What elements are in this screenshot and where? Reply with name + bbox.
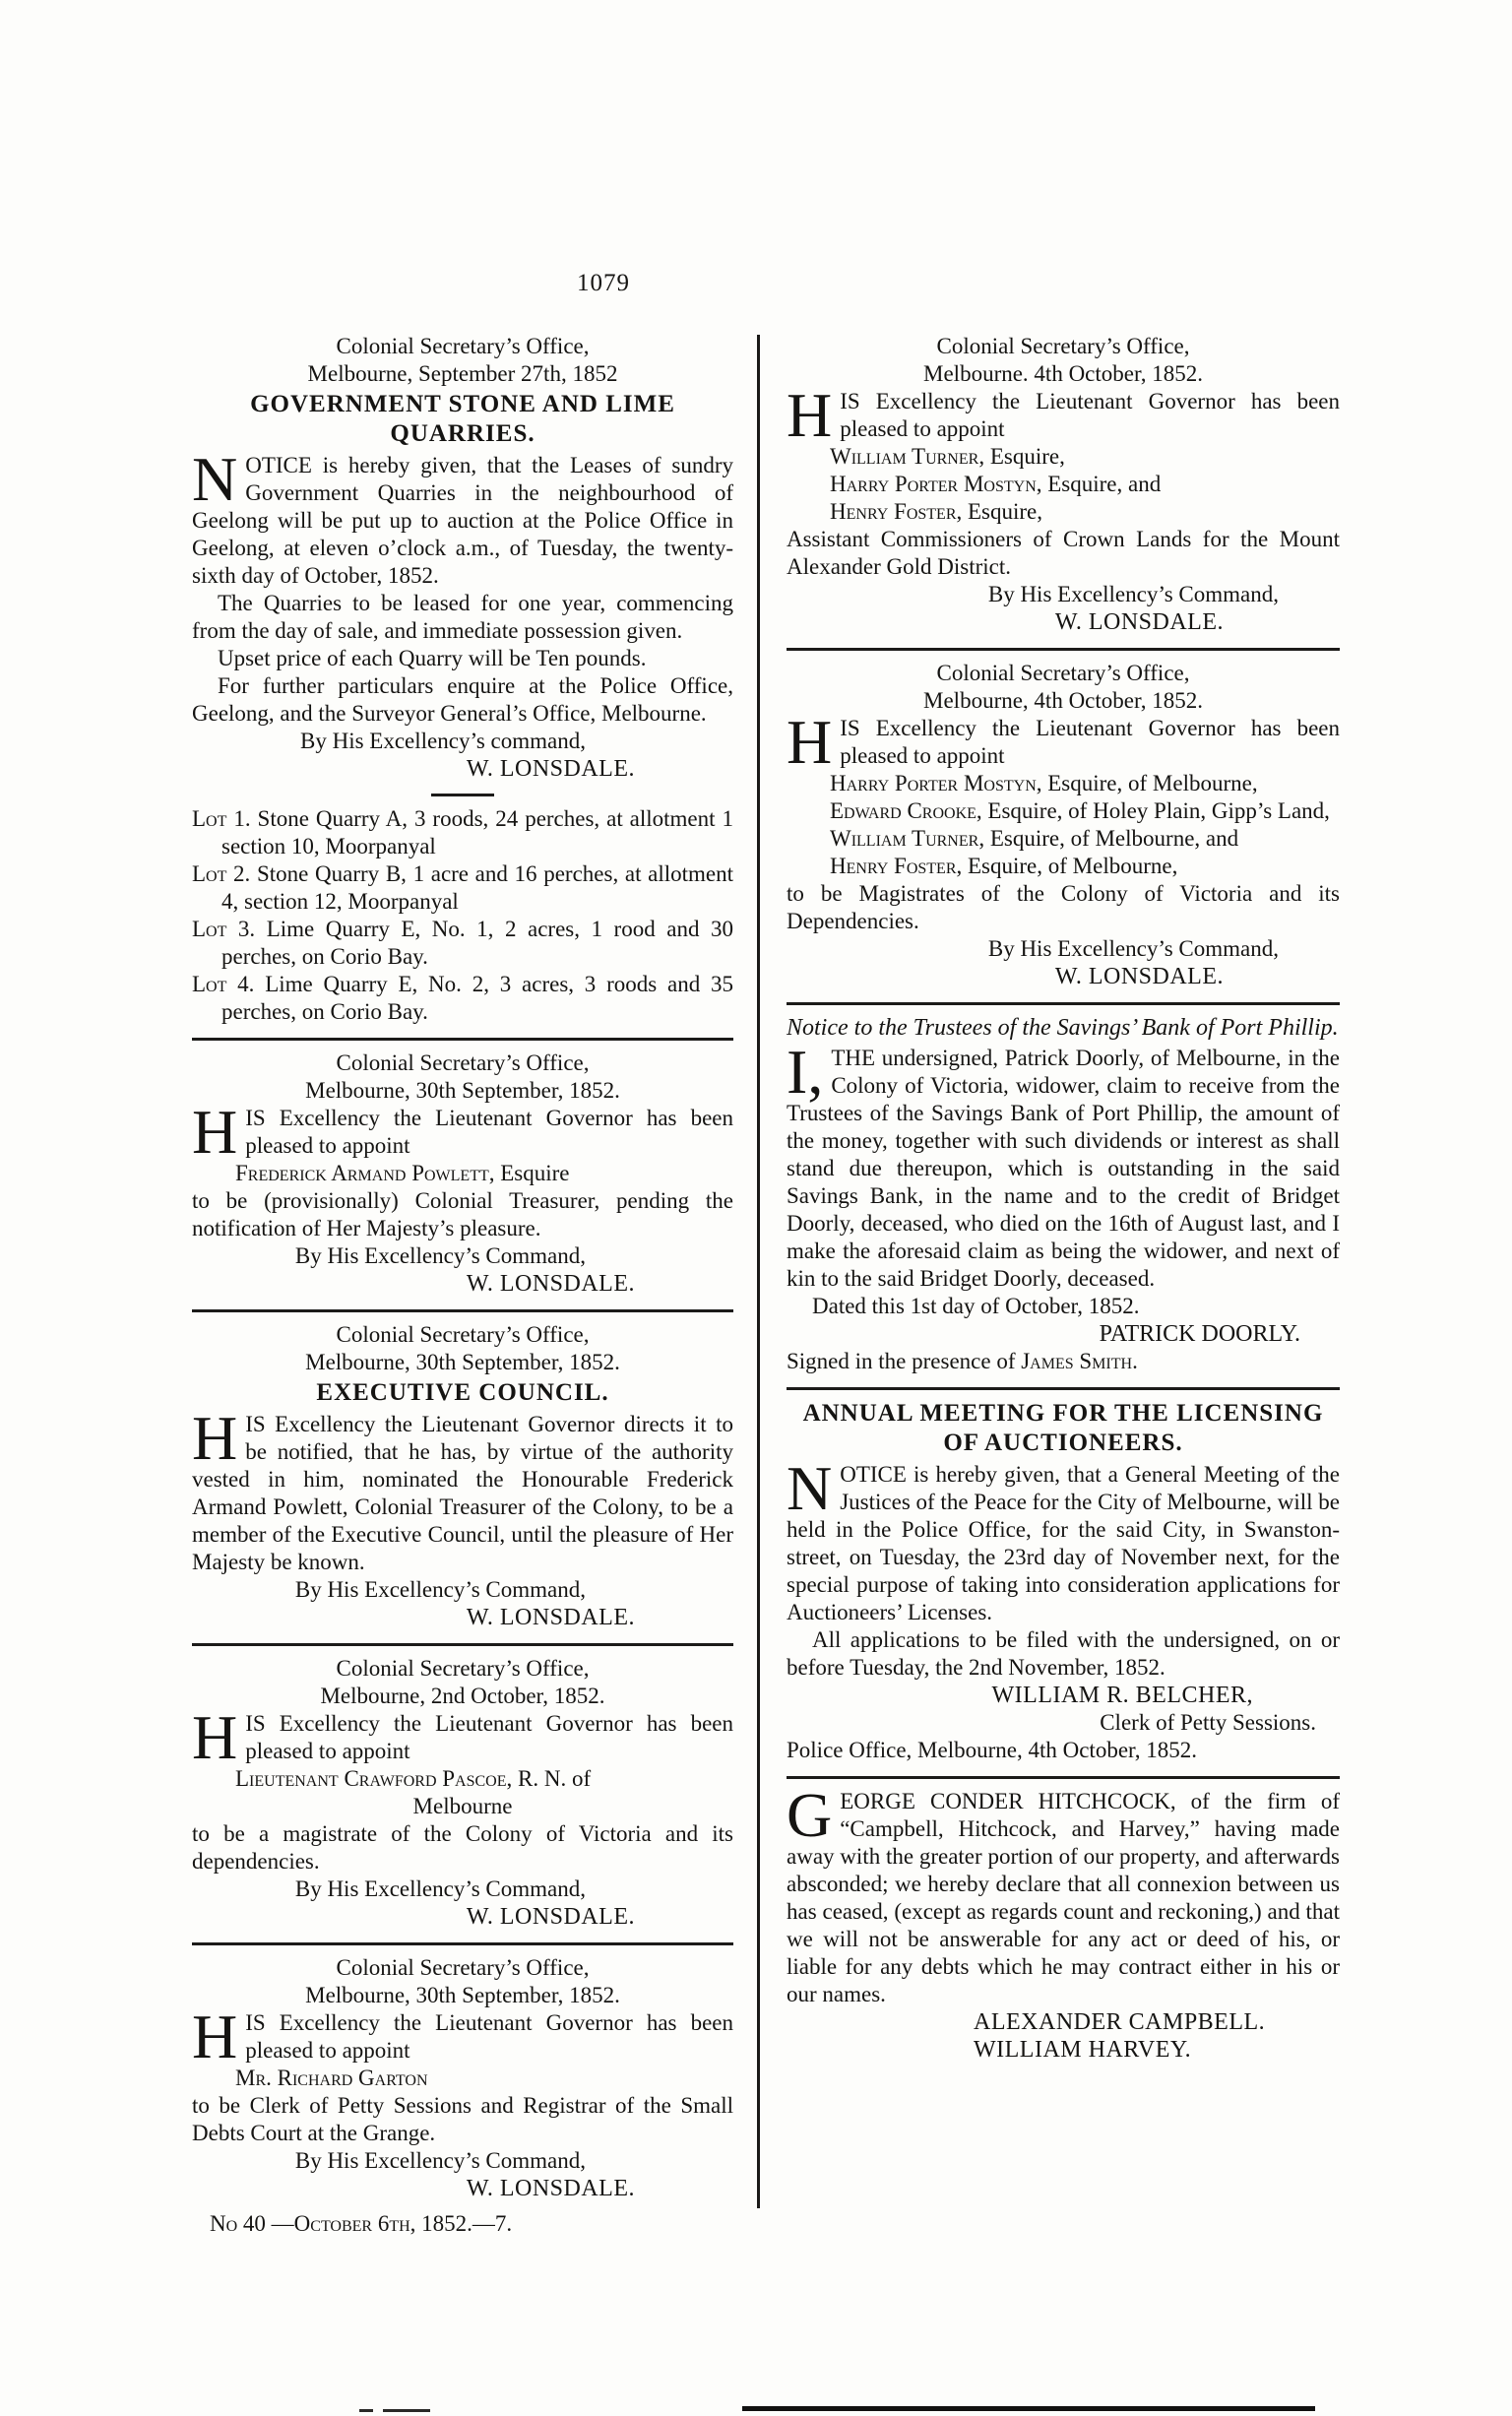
office-line: Colonial Secretary’s Office, (336, 1050, 590, 1075)
drop-cap: I, (787, 1037, 824, 1107)
drop-cap: H (192, 1097, 238, 1167)
witness-prefix: Signed in the presence of (787, 1349, 1022, 1373)
signature-line: WILLIAM HARVEY. (974, 2037, 1192, 2063)
section-divider (787, 1776, 1340, 1779)
appointee-rest: , Esquire, of Holey Plain, Gipp’s Land, (976, 798, 1330, 823)
page-edge-artifact (359, 2409, 373, 2412)
drop-cap: H (787, 380, 833, 450)
notice-paragraph (787, 707, 1340, 777)
date-line: Melbourne, 4th October, 1852. (923, 688, 1203, 713)
appointee-rest: , Esquire, (978, 444, 1065, 469)
office-line: Colonial Secretary’s Office, (336, 1656, 590, 1681)
appointee-line (787, 797, 1340, 825)
date-line: Melbourne, September 27th, 1852 (307, 361, 618, 386)
drop-cap: N (192, 444, 238, 514)
page-number: 1079 (577, 270, 630, 296)
notice-paragraph: to be (provisionally) Colonial Treasurer, pending the notification of Her Majesty’s pleasure. (192, 1188, 733, 1240)
lot-text: Lime Quarry E, No. 2, 3 acres, 3 roods and 35 perches, on Corio Bay. (221, 972, 733, 1024)
drop-cap: H (192, 2002, 238, 2071)
date-line: Melbourne, 30th September, 1852. (305, 1078, 620, 1103)
appointee-line (192, 1765, 733, 1793)
appointee-line (787, 825, 1340, 853)
date-line: Melbourne, 30th September, 1852. (305, 1983, 620, 2007)
appointee-name: Henry Foster (830, 854, 957, 878)
appointee-name: Henry Foster (830, 499, 957, 524)
drop-cap: G (787, 1780, 833, 1850)
appointee-line (192, 2065, 733, 2092)
signature-line: WILLIAM R. BELCHER, (991, 1683, 1253, 1708)
issue-number-line: No 40 —October 6th, 1852.—7. (210, 2211, 513, 2236)
notice-title (192, 390, 733, 449)
notice-paragraph (192, 444, 733, 590)
appointee-city: Melbourne (412, 1794, 513, 1818)
witness-line (787, 1348, 1340, 1375)
command-line: By His Excellency’s Command, (294, 2148, 586, 2173)
office-line: Colonial Secretary’s Office, (336, 1322, 590, 1347)
drop-cap: N (787, 1453, 833, 1523)
column-divider-line (757, 335, 760, 2208)
lot-text: Stone Quarry B, 1 acre and 16 perches, at allotment 4, section 12, Moorpanyal (221, 861, 733, 914)
notice-title (787, 1399, 1340, 1458)
notice-title: EXECUTIVE COUNCIL. (316, 1379, 609, 1406)
signature-line: W. LONSDALE. (466, 1904, 635, 1930)
notice-garton-clerk (192, 1954, 733, 2238)
notice-pascoe-magistrate (192, 1655, 733, 1931)
command-line: By His Excellency’s command, (300, 729, 586, 753)
appointee-rest: , Esquire, of Melbourne, (1036, 771, 1258, 795)
paragraph-text: IS Excellency the Lieutenant Governor has been pleased to appoint (245, 1106, 733, 1158)
appointee-line (787, 443, 1340, 471)
appointee-name: Edward Crooke (830, 798, 976, 823)
drop-cap: H (787, 707, 833, 777)
appointee-rest: , Esquire, of Melbourne, and (978, 826, 1239, 851)
appointee-name: William Turner (830, 826, 979, 851)
witness-name: James Smith. (1021, 1349, 1138, 1373)
lot-label: Lot 2. (192, 861, 251, 886)
notice-paragraph: to be Clerk of Petty Sessions and Registrar of the Small Debts Court at the Grange. (192, 2093, 733, 2145)
appointee-rest: , Esquire, and (1036, 472, 1162, 496)
signature-line: W. LONSDALE. (1054, 609, 1224, 635)
paragraph-text: IS Excellency the Lieutenant Governor has been pleased to appoint (245, 2010, 733, 2063)
paragraph-text: THE undersigned, Patrick Doorly, of Melbourne, in the Colony of Victoria, widower, claim to receive from the Trustees of the Savings Bank of Port Phillip, the amount of the money, together with such dividends or interest as shall stand due thereupon, which is outstanding in the said Savings Bank, in the name and to the credit of Bridget Doorly, deceased, who died on the 16th of August last, and I make the aforesaid claim as being the widower, and next of kin to the said Bridget Doorly, deceased. (787, 1046, 1340, 1291)
appointee-line (787, 770, 1340, 797)
notice-paragraph: Assistant Commissioners of Crown Lands for the Mount Alexander Gold District. (787, 527, 1340, 579)
paragraph-text: OTICE is hereby given, that the Leases of sundry Government Quarries in the neighbourhood of Geelong will be put up to auction at the Police Office in Geelong, at eleven o’clock a.m., of Tuesday, the twenty-sixth day of October, 1852. (192, 453, 733, 588)
appointee-name: William Turner (830, 444, 979, 469)
command-line: By His Excellency’s Command, (294, 1876, 586, 1901)
paragraph-text: OTICE is hereby given, that a General Meeting of the Justices of the Peace for the City of Melbourne, will be held in the Police Office, for the said City, in Swanston-street, on Tuesday, the 23rd day of November next, for the special purpose of taking into consideration applications for Auctioneers’ Licenses. (787, 1462, 1341, 1624)
signature-line: W. LONSDALE. (466, 1605, 635, 1630)
lot-label: Lot 4. (192, 972, 255, 996)
paragraph-text: IS Excellency the Lieutenant Governor directs it to be notified, that he has, by virtue of the authority vested in him, nominated the Honourable Frederick Armand Powlett, Colonial Treasurer of the Colony, to be a member of the Executive Council, until the pleasure of Her Majesty be known. (192, 1412, 733, 1574)
lot-list (192, 805, 733, 1026)
signature-line: PATRICK DOORLY. (1099, 1321, 1300, 1347)
paragraph-text: IS Excellency the Lieutenant Governor has been pleased to appoint (840, 716, 1340, 768)
command-line: By His Excellency’s Command, (294, 1577, 586, 1602)
date-line: Melbourne, 30th September, 1852. (305, 1350, 620, 1374)
notice-paragraph: The Quarries to be leased for one year, commencing from the day of sale, and immediate possession given. (192, 591, 733, 643)
signature-line: W. LONSDALE. (466, 1271, 635, 1297)
right-column (787, 333, 1340, 2238)
lot-label: Lot 3. (192, 917, 256, 941)
notice-hitchcock-disclaimer (787, 1780, 1340, 2064)
notice-paragraph (192, 1097, 733, 1167)
paragraph-text: EORGE CONDER HITCHCOCK, of the firm of “Campbell, Hitchcock, and Harvey,” having made away with the greater portion of our property, and afterwards absconded; we hereby declare that all connexion between us has ceased, (except as regards count and reckoning,) and that we will not be answerable for any act or deed of his, or liable for any debts which he may contract either in his or our names. (787, 1789, 1340, 2006)
title-line-2: QUARRIES. (390, 420, 536, 447)
signature-title: Clerk of Petty Sessions. (1100, 1710, 1316, 1735)
appointee-name: Harry Porter Mostyn (830, 472, 1037, 496)
notice-paragraph: All applications to be filed with the undersigned, on or before Tuesday, the 2nd November, 1852. (787, 1627, 1340, 1680)
signature-line: W. LONSDALE. (466, 756, 635, 782)
command-line: By His Excellency’s Command, (294, 1243, 586, 1268)
lot-item (192, 916, 733, 971)
notice-savings-bank-claim (787, 1014, 1340, 1375)
notice-paragraph (192, 1403, 733, 1576)
section-divider (787, 1387, 1340, 1390)
date-line: Melbourne. 4th October, 1852. (923, 361, 1203, 386)
appointee-name: Mr. Richard Garton (235, 2066, 428, 2090)
notice-magistrates-appointment (787, 660, 1340, 990)
paragraph-text: IS Excellency the Lieutenant Governor has been pleased to appoint (840, 389, 1340, 441)
drop-cap: H (192, 1403, 238, 1473)
date-line: Melbourne, 2nd October, 1852. (320, 1684, 605, 1708)
lot-item (192, 971, 733, 1026)
paragraph-text: IS Excellency the Lieutenant Governor has been pleased to appoint (245, 1711, 733, 1763)
signature-line: ALEXANDER CAMPBELL. (974, 2009, 1266, 2035)
section-divider (192, 1038, 733, 1041)
notice-executive-council (192, 1321, 733, 1631)
notice-powlett-treasurer (192, 1049, 733, 1298)
section-divider (192, 1942, 733, 1945)
appointee-name: Harry Porter Mostyn (830, 771, 1037, 795)
notice-paragraph (787, 1453, 1341, 1626)
signature-line: W. LONSDALE. (466, 2176, 635, 2201)
dated-line: Dated this 1st day of October, 1852. (812, 1294, 1140, 1318)
appointee-line (192, 1160, 733, 1187)
notice-title-italic: Notice to the Trustees of the Savings’ Bank of Port Phillip. (787, 1015, 1339, 1041)
notice-paragraph: For further particulars enquire at the Police Office, Geelong, and the Surveyor General’s Office, Melbourne. (192, 673, 733, 726)
notice-paragraph (787, 1037, 1340, 1293)
notice-government-quarries (192, 333, 733, 783)
title-line-1: GOVERNMENT STONE AND LIME (250, 391, 675, 417)
office-line: Colonial Secretary’s Office, (936, 334, 1190, 358)
section-divider (192, 1643, 733, 1646)
page-edge-artifact (383, 2409, 430, 2412)
title-line-2: OF AUCTIONEERS. (943, 1430, 1183, 1456)
signature-line: W. LONSDALE. (1054, 964, 1224, 989)
office-line: Colonial Secretary’s Office, (336, 1955, 590, 1980)
appointee-rest: , Esquire, of Melbourne, (956, 854, 1178, 878)
notice-paragraph: Upset price of each Quarry will be Ten pounds. (218, 646, 647, 670)
lot-item (192, 860, 733, 916)
page-edge-artifact (742, 2406, 1315, 2411)
section-divider (787, 648, 1340, 651)
appointee-line (787, 853, 1340, 880)
appointee-name: Frederick Armand Powlett (235, 1161, 489, 1185)
section-divider (192, 1309, 733, 1312)
appointee-rest: , Esquire (488, 1161, 570, 1185)
appointee-rest: , R. N. of (506, 1766, 592, 1791)
section-divider (787, 1002, 1340, 1005)
notice-crown-lands-commissioners (787, 333, 1340, 636)
lot-text: Stone Quarry A, 3 roods, 24 perches, at allotment 1 section 10, Moorpanyal (221, 806, 733, 858)
appointee-line (787, 471, 1340, 498)
notice-paragraph (787, 380, 1340, 450)
command-line: By His Excellency’s Command, (987, 936, 1279, 961)
lot-item (192, 805, 733, 860)
drop-cap: H (192, 1702, 238, 1772)
page-content (192, 333, 1340, 2238)
title-line-1: ANNUAL MEETING FOR THE LICENSING (802, 1400, 1324, 1427)
office-line: Colonial Secretary’s Office, (336, 334, 590, 358)
notice-footer: Police Office, Melbourne, 4th October, 1852. (787, 1738, 1198, 1762)
notice-paragraph (787, 1780, 1340, 2008)
notice-paragraph (192, 2002, 733, 2071)
notice-paragraph (192, 1702, 733, 1772)
appointee-name: Lieutenant Crawford Pascoe (235, 1766, 507, 1791)
command-line: By His Excellency’s Command, (987, 582, 1279, 606)
lot-label: Lot 1. (192, 806, 251, 831)
lot-text: Lime Quarry E, No. 1, 2 acres, 1 rood and 30 perches, on Corio Bay. (221, 917, 733, 969)
notice-paragraph: to be Magistrates of the Colony of Victoria and its Dependencies. (787, 881, 1340, 933)
appointee-line (787, 498, 1340, 526)
left-column (192, 333, 733, 2238)
appointee-rest: , Esquire, (956, 499, 1043, 524)
notice-auctioneers-licensing (787, 1399, 1340, 1764)
notice-paragraph: to be a magistrate of the Colony of Victoria and its dependencies. (192, 1821, 733, 1874)
office-line: Colonial Secretary’s Office, (936, 661, 1190, 685)
section-divider-short (431, 794, 494, 796)
